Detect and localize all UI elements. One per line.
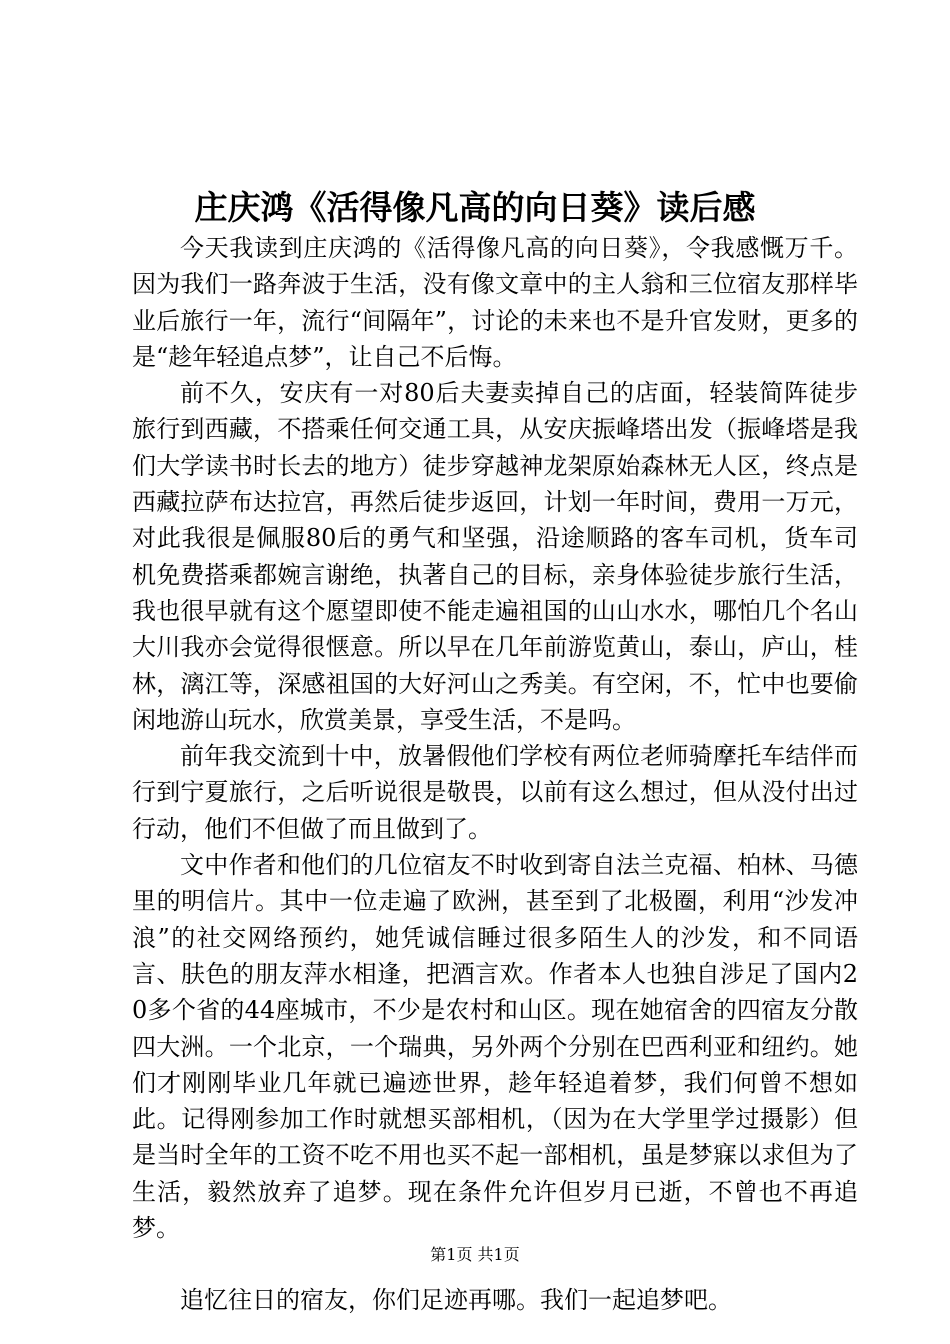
paragraph-5: 追忆往日的宿友，你们足迹再哪。我们一起追梦吧。 [180, 1286, 732, 1315]
page-number-footer: 第1页 共1页 [430, 1245, 520, 1264]
paragraph-2: 前不久，安庆有一对80后夫妻卖掉自己的店面，轻装简阵徒步旅行到西藏，不搭乘任何交通工具，从安庆振峰塔出发（振峰塔是我们大学读书时长去的地方）徒步穿越神龙架原始森林无人区，终点是西藏拉萨布达拉宫，再然后徒步返回，计划一年时间，费用一万元，对此我很是佩服80后的勇气和坚强，沿途顺路的客车司机，货车司机免费搭乘都婉言谢绝，执著自己的目标，亲身体验徒步旅行生活，我也很早就有这个愿望即使不能走遍祖国的山山水水，哪怕几个名山大川我亦会觉得很惬意。所以早在几年前游览黄山，泰山，庐山，桂林，漓江等，深感祖国的大好河山之秀美。有空闲，不，忙中也要偷闲地游山玩水，欣赏美景，享受生活，不是吗。 [132, 379, 858, 734]
paragraph-3: 前年我交流到十中，放暑假他们学校有两位老师骑摩托车结伴而行到宁夏旅行，之后听说很是敬畏，以前有这么想过，但从没付出过行动，他们不但做了而且做到了。 [132, 742, 858, 843]
paragraph-4: 文中作者和他们的几位宿友不时收到寄自法兰克福、柏林、马德里的明信片。其中一位走遍了欧洲，甚至到了北极圈，利用“沙发冲浪”的社交网络预约，她凭诚信睡过很多陌生人的沙发，和不同语言、肤色的朋友萍水相逢，把酒言欢。作者本人也独自涉足了国内20多个省的44座城市，不少是农村和山区。现在她宿舍的四宿友分散四大洲。一个北京，一个瑞典，另外两个分别在巴西利亚和纽约。她们才刚刚毕业几年就已遍迹世界，趁年轻追着梦，我们何曾不想如此。记得刚参加工作时就想买部相机，（因为在大学里学过摄影）但是当时全年的工资不吃不用也买不起一部相机，虽是梦寐以求但为了生活，毅然放弃了追梦。现在条件允许但岁月已逝，不曾也不再追梦。 [132, 851, 858, 1243]
document-body [132, 230, 858, 1319]
document-title: 庄庆鸿《活得像凡高的向日葵》读后感 [194, 188, 756, 227]
paragraph-1: 今天我读到庄庆鸿的《活得像凡高的向日葵》，令我感慨万千。因为我们一路奔波于生活，没有像文章中的主人翁和三位宿友那样毕业后旅行一年，流行“间隔年”，讨论的未来也不是升官发财，更多的是“趁年轻追点梦”，让自己不后悔。 [132, 234, 858, 371]
